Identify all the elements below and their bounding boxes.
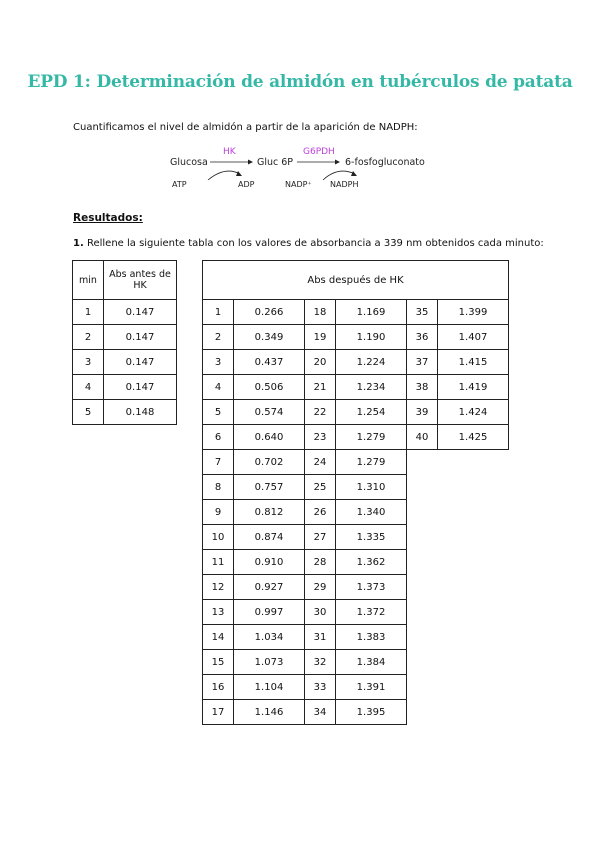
empty-cell [407,500,438,525]
scheme-enzyme-hk: HK [223,147,236,157]
cell-abs: 0.506 [234,375,305,400]
table-abs-after-hk [202,260,509,725]
scheme-intermediate: Gluc 6P [257,157,294,168]
cell-abs: 1.415 [438,350,509,375]
cell-abs: 1.372 [336,600,407,625]
cell-min: 39 [407,400,438,425]
empty-cell [407,675,438,700]
cell-min: 26 [305,500,336,525]
cell-abs: 1.279 [336,450,407,475]
cell-min: 37 [407,350,438,375]
table-row [203,550,509,575]
cell-abs: 0.349 [234,325,305,350]
empty-cell [407,450,438,475]
scheme-nadp: NADP⁺ [285,180,312,189]
cell-min: 32 [305,650,336,675]
empty-cell [438,475,509,500]
cell-abs: 1.373 [336,575,407,600]
cell-abs: 1.399 [438,300,509,325]
reaction-scheme [150,142,450,192]
table-row [73,325,177,350]
cell-abs: 0.148 [104,400,177,425]
cell-abs: 1.335 [336,525,407,550]
table-abs-before-hk [72,260,177,425]
cell-abs: 0.574 [234,400,305,425]
cell-abs: 1.234 [336,375,407,400]
cell-abs: 0.147 [104,350,177,375]
cell-min: 6 [203,425,234,450]
cell-abs: 1.384 [336,650,407,675]
question-1 [73,238,544,249]
table-row [203,300,509,325]
cell-abs: 1.254 [336,400,407,425]
cell-min: 3 [73,350,104,375]
cell-abs: 1.395 [336,700,407,725]
cell-min: 8 [203,475,234,500]
cell-abs: 1.169 [336,300,407,325]
cell-abs: 0.927 [234,575,305,600]
table-row [203,350,509,375]
empty-cell [407,575,438,600]
scheme-adp: ADP [238,180,255,189]
cell-min: 13 [203,600,234,625]
cell-min: 18 [305,300,336,325]
cell-min: 29 [305,575,336,600]
col-header-abs-after: Abs después de HK [203,261,509,300]
cell-min: 38 [407,375,438,400]
table-row [73,400,177,425]
empty-cell [407,600,438,625]
cell-min: 36 [407,325,438,350]
empty-cell [407,650,438,675]
cell-min: 3 [203,350,234,375]
table-row [203,500,509,525]
cell-min: 28 [305,550,336,575]
cell-abs: 0.147 [104,325,177,350]
cell-min: 19 [305,325,336,350]
cell-abs: 1.279 [336,425,407,450]
empty-cell [407,700,438,725]
table-row [203,475,509,500]
cell-abs: 0.266 [234,300,305,325]
cell-min: 4 [73,375,104,400]
cell-abs: 0.147 [104,300,177,325]
table-row [73,350,177,375]
table-row [73,300,177,325]
empty-cell [438,450,509,475]
cell-min: 1 [203,300,234,325]
cell-abs: 1.419 [438,375,509,400]
cell-min: 1 [73,300,104,325]
cell-abs: 1.310 [336,475,407,500]
table-row [203,625,509,650]
cell-abs: 1.034 [234,625,305,650]
table-row [203,325,509,350]
cell-min: 25 [305,475,336,500]
cell-min: 15 [203,650,234,675]
cell-min: 9 [203,500,234,525]
scheme-enzyme-g6pdh: G6PDH [303,147,335,157]
results-heading: Resultados: [73,212,143,224]
table-row [203,375,509,400]
cell-min: 17 [203,700,234,725]
table-row [203,400,509,425]
cell-abs: 1.190 [336,325,407,350]
scheme-substrate: Glucosa [170,157,208,168]
empty-cell [438,500,509,525]
col-header-min: min [73,261,104,300]
cell-min: 2 [203,325,234,350]
table-row [203,450,509,475]
scheme-product: 6-fosfogluconato [345,157,425,168]
cell-min: 33 [305,675,336,700]
cell-abs: 1.391 [336,675,407,700]
cell-abs: 1.383 [336,625,407,650]
cell-abs: 1.224 [336,350,407,375]
page-title: EPD 1: Determinación de almidón en tubérculos de patata [27,72,573,92]
empty-cell [438,575,509,600]
cell-min: 31 [305,625,336,650]
cell-min: 4 [203,375,234,400]
cell-min: 16 [203,675,234,700]
cell-min: 34 [305,700,336,725]
cell-abs: 1.407 [438,325,509,350]
empty-cell [438,700,509,725]
cell-min: 24 [305,450,336,475]
empty-cell [407,475,438,500]
cell-min: 20 [305,350,336,375]
cell-min: 35 [407,300,438,325]
cell-abs: 1.073 [234,650,305,675]
cell-abs: 0.997 [234,600,305,625]
cell-abs: 0.812 [234,500,305,525]
cell-abs: 0.147 [104,375,177,400]
cell-min: 2 [73,325,104,350]
cell-min: 27 [305,525,336,550]
cell-min: 21 [305,375,336,400]
empty-cell [438,550,509,575]
cell-abs: 1.362 [336,550,407,575]
cell-min: 12 [203,575,234,600]
empty-cell [438,675,509,700]
table-row [203,525,509,550]
cell-min: 5 [73,400,104,425]
table-row [73,375,177,400]
table-row [203,650,509,675]
table-row [203,700,509,725]
empty-cell [438,625,509,650]
table-row [203,425,509,450]
cell-min: 22 [305,400,336,425]
empty-cell [407,625,438,650]
intro-text: Cuantificamos el nivel de almidón a partir de la aparición de NADPH: [73,122,418,133]
cell-min: 14 [203,625,234,650]
empty-cell [407,550,438,575]
cell-abs: 0.757 [234,475,305,500]
cell-abs: 1.424 [438,400,509,425]
scheme-nadph: NADPH [330,180,359,189]
cell-abs: 0.874 [234,525,305,550]
table-row [203,675,509,700]
empty-cell [407,525,438,550]
col-header-abs-before: Abs antes de HK [104,261,177,300]
question-number: 1. [73,238,84,249]
cell-min: 11 [203,550,234,575]
cell-min: 10 [203,525,234,550]
cell-min: 5 [203,400,234,425]
cell-abs: 0.640 [234,425,305,450]
cell-abs: 1.340 [336,500,407,525]
cell-min: 30 [305,600,336,625]
empty-cell [438,600,509,625]
cell-abs: 0.702 [234,450,305,475]
cell-abs: 0.910 [234,550,305,575]
cell-min: 7 [203,450,234,475]
cell-min: 23 [305,425,336,450]
scheme-atp: ATP [172,180,187,189]
cell-abs: 1.104 [234,675,305,700]
empty-cell [438,525,509,550]
table-row [203,600,509,625]
question-text: Rellene la siguiente tabla con los valores de absorbancia a 339 nm obtenidos cada minuto: [86,238,544,249]
table-row [203,575,509,600]
cell-abs: 0.437 [234,350,305,375]
cell-abs: 1.146 [234,700,305,725]
empty-cell [438,650,509,675]
cell-abs: 1.425 [438,425,509,450]
cell-min: 40 [407,425,438,450]
